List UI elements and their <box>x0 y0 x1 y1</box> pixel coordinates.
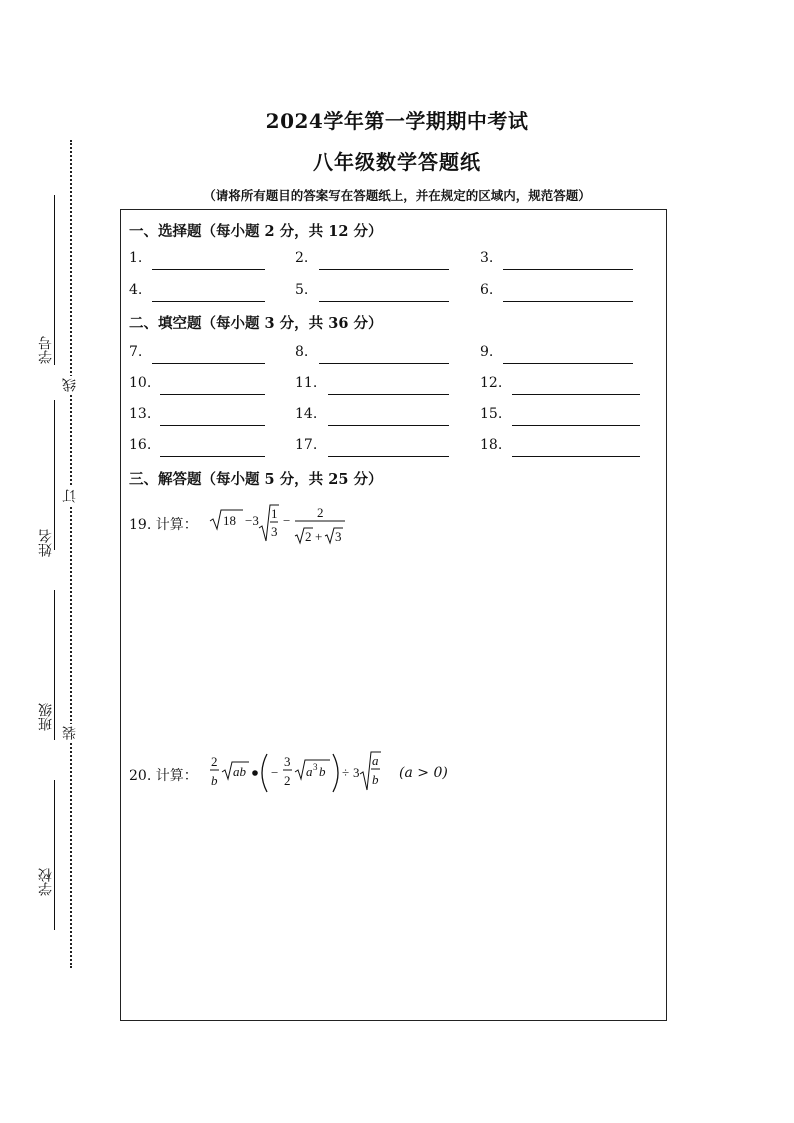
svg-text:3: 3 <box>271 524 278 539</box>
exam-title: 2024学年第一学期期中考试 <box>265 109 529 133</box>
svg-text:−: − <box>271 765 279 780</box>
problem-19-formula <box>209 502 359 546</box>
binding-mark-zhuang: 装 <box>62 726 78 740</box>
svg-text:3: 3 <box>353 765 360 780</box>
choice-answer-2[interactable]: 2. <box>295 250 449 270</box>
svg-text:2: 2 <box>284 773 291 788</box>
student-number-label: 学号 <box>38 336 54 364</box>
svg-text:b: b <box>319 764 326 779</box>
binding-dotted-line <box>70 140 72 968</box>
svg-text:b: b <box>211 773 218 788</box>
svg-text:2: 2 <box>211 754 218 769</box>
svg-text:a: a <box>306 764 313 779</box>
problem-19-label: 19. 计算： <box>129 517 198 533</box>
name-fill-line[interactable] <box>54 400 55 550</box>
answer-sheet-title: 八年级数学答题纸 <box>313 150 481 174</box>
choice-answer-6[interactable]: 6. <box>480 282 633 302</box>
section-choice-heading: 一、选择题（每小题 2 分，共 12 分） <box>129 223 383 240</box>
name-label: 姓名 <box>38 529 54 557</box>
school-fill-line[interactable] <box>54 780 55 930</box>
fill-answer-12[interactable]: 12. <box>480 375 640 395</box>
binding-mark-line: 线 <box>62 378 78 392</box>
svg-text:b: b <box>372 772 379 787</box>
problem-20-condition: (a > 0) <box>399 765 448 781</box>
fill-answer-10[interactable]: 10. <box>129 375 265 395</box>
svg-text:−: − <box>283 513 291 528</box>
fill-answer-14[interactable]: 14. <box>295 406 449 426</box>
fill-answer-18[interactable]: 18. <box>480 437 640 457</box>
fill-answer-7[interactable]: 7. <box>129 344 265 364</box>
fill-answer-13[interactable]: 13. <box>129 406 265 426</box>
svg-text:2: 2 <box>305 529 312 544</box>
fill-answer-8[interactable]: 8. <box>295 344 449 364</box>
fill-answer-9[interactable]: 9. <box>480 344 633 364</box>
choice-answer-3[interactable]: 3. <box>480 250 633 270</box>
fill-answer-15[interactable]: 15. <box>480 406 640 426</box>
svg-text:2: 2 <box>317 505 324 520</box>
choice-answer-5[interactable]: 5. <box>295 282 449 302</box>
class-label: 班级 <box>38 703 54 731</box>
answer-area <box>120 209 667 1021</box>
instruction-text: （请将所有题目的答案写在答题纸上，并在规定的区域内，规范答题） <box>203 188 591 203</box>
svg-text:1: 1 <box>271 506 278 521</box>
svg-text:18: 18 <box>223 513 236 528</box>
svg-text:3: 3 <box>313 762 318 772</box>
binding-mark-ding: 订 <box>62 489 78 503</box>
choice-answer-1[interactable]: 1. <box>129 250 265 270</box>
svg-text:÷: ÷ <box>342 765 350 780</box>
fill-answer-16[interactable]: 16. <box>129 437 265 457</box>
section-solve-heading: 三、解答题（每小题 5 分，共 25 分） <box>129 471 383 488</box>
svg-text:ab: ab <box>233 764 246 779</box>
section-fill-heading: 二、填空题（每小题 3 分，共 36 分） <box>129 315 383 332</box>
problem-20-label: 20. 计算： <box>129 768 198 784</box>
svg-text:3: 3 <box>335 529 342 544</box>
fill-answer-17[interactable]: 17. <box>295 437 449 457</box>
fill-answer-11[interactable]: 11. <box>295 375 449 395</box>
svg-text:−3: −3 <box>245 513 259 528</box>
school-label: 学校 <box>38 868 54 896</box>
svg-text:+: + <box>315 529 323 544</box>
svg-text:3: 3 <box>284 754 291 769</box>
svg-text:a: a <box>372 753 379 768</box>
choice-answer-4[interactable]: 4. <box>129 282 265 302</box>
